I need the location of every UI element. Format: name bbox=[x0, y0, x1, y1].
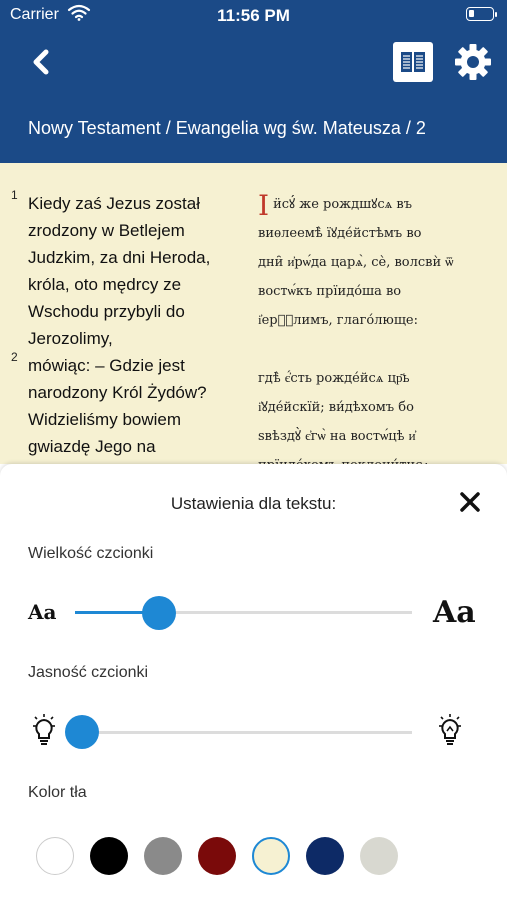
carrier-label: Carrier bbox=[10, 6, 59, 23]
text-line: ѕвѣздꙋ̀ є҆гѡ̀ на востѡ́цѣ и҆ bbox=[258, 429, 416, 444]
drop-cap: І bbox=[258, 189, 270, 222]
parallel-text-button[interactable] bbox=[393, 42, 433, 82]
text-line bbox=[258, 335, 490, 364]
text-line: Widzieliśmy bowiem bbox=[28, 410, 182, 429]
text-line: і҆ꙋде́йскїй; ви́дѣхомъ бо bbox=[258, 400, 414, 415]
navigation-header bbox=[0, 0, 507, 163]
verse-number: 1 bbox=[11, 188, 18, 202]
font-size-label: Wielkość czcionki bbox=[28, 545, 154, 562]
text-line: gwiazdę Jego na bbox=[28, 437, 156, 456]
clock: 11:56 PM bbox=[217, 6, 290, 25]
close-icon[interactable] bbox=[456, 488, 484, 516]
text-line: і҆ерⷭ҇лимъ, глаго́люще: bbox=[258, 313, 418, 328]
color-swatch-light-gray[interactable] bbox=[360, 837, 398, 875]
battery-icon bbox=[466, 7, 494, 21]
verse-number: 2 bbox=[11, 350, 18, 364]
font-size-slider[interactable] bbox=[75, 611, 412, 614]
text-line: дни̑ и҆рѡ́да царѧ̀, сѐ, волсвѝ ѿ bbox=[258, 255, 454, 270]
text-line: narodzony Król Żydów? bbox=[28, 383, 207, 402]
text-line: mówiąc: – Gdzie jest bbox=[28, 356, 185, 375]
color-swatch-gray[interactable] bbox=[144, 837, 182, 875]
text-line: Kiedy zaś Jezus został bbox=[28, 194, 200, 213]
church-slavonic-text bbox=[258, 190, 490, 480]
brightness-slider[interactable] bbox=[75, 731, 412, 734]
font-size-slider-handle[interactable] bbox=[142, 596, 176, 630]
text-line: Judzkim, za dni Heroda, bbox=[28, 248, 211, 267]
lightbulb-on-icon[interactable] bbox=[437, 714, 463, 748]
text-line: zrodzony w Betlejem bbox=[28, 221, 185, 240]
lightbulb-off-icon[interactable] bbox=[31, 714, 57, 748]
status-bar bbox=[0, 0, 507, 32]
brightness-slider-handle[interactable] bbox=[65, 715, 99, 749]
chevron-left-icon[interactable] bbox=[26, 44, 56, 80]
open-book-icon bbox=[393, 42, 433, 82]
color-swatch-white[interactable] bbox=[36, 837, 74, 875]
text-line: гдѣ̀ є҆́сть рожде́йсѧ цр҃ь bbox=[258, 371, 410, 386]
brightness-label: Jasność czcionki bbox=[28, 664, 149, 681]
text-settings-sheet bbox=[0, 464, 507, 900]
background-color-label: Kolor tła bbox=[28, 784, 87, 801]
color-swatch-dark-red[interactable] bbox=[198, 837, 236, 875]
font-size-large-icon[interactable]: Aa bbox=[433, 595, 476, 630]
text-line: востѡ́къ прїидо́ша во bbox=[258, 284, 402, 299]
text-line: króla, oto mędrcy ze bbox=[28, 275, 182, 294]
text-line: виѳлеемѣ̀ їꙋде́йстѣмъ во bbox=[258, 226, 422, 241]
text-line: ӥсꙋ́ же рождшꙋсѧ въ bbox=[273, 197, 412, 212]
font-size-small-icon[interactable]: Aa bbox=[28, 600, 57, 624]
gear-icon[interactable] bbox=[453, 42, 493, 82]
settings-title: Ustawienia dla tekstu: bbox=[170, 494, 337, 513]
text-line: Wschodu przybyli do bbox=[28, 302, 185, 321]
color-swatch-navy[interactable] bbox=[306, 837, 344, 875]
color-swatch-cream[interactable] bbox=[252, 837, 290, 875]
polish-text bbox=[28, 190, 238, 460]
breadcrumb: Nowy Testament / Ewangelia wg św. Mateusza / 2 bbox=[28, 118, 426, 138]
color-swatch-black[interactable] bbox=[90, 837, 128, 875]
text-line: Jerozolimy, bbox=[28, 329, 113, 348]
bible-reader bbox=[0, 163, 507, 464]
